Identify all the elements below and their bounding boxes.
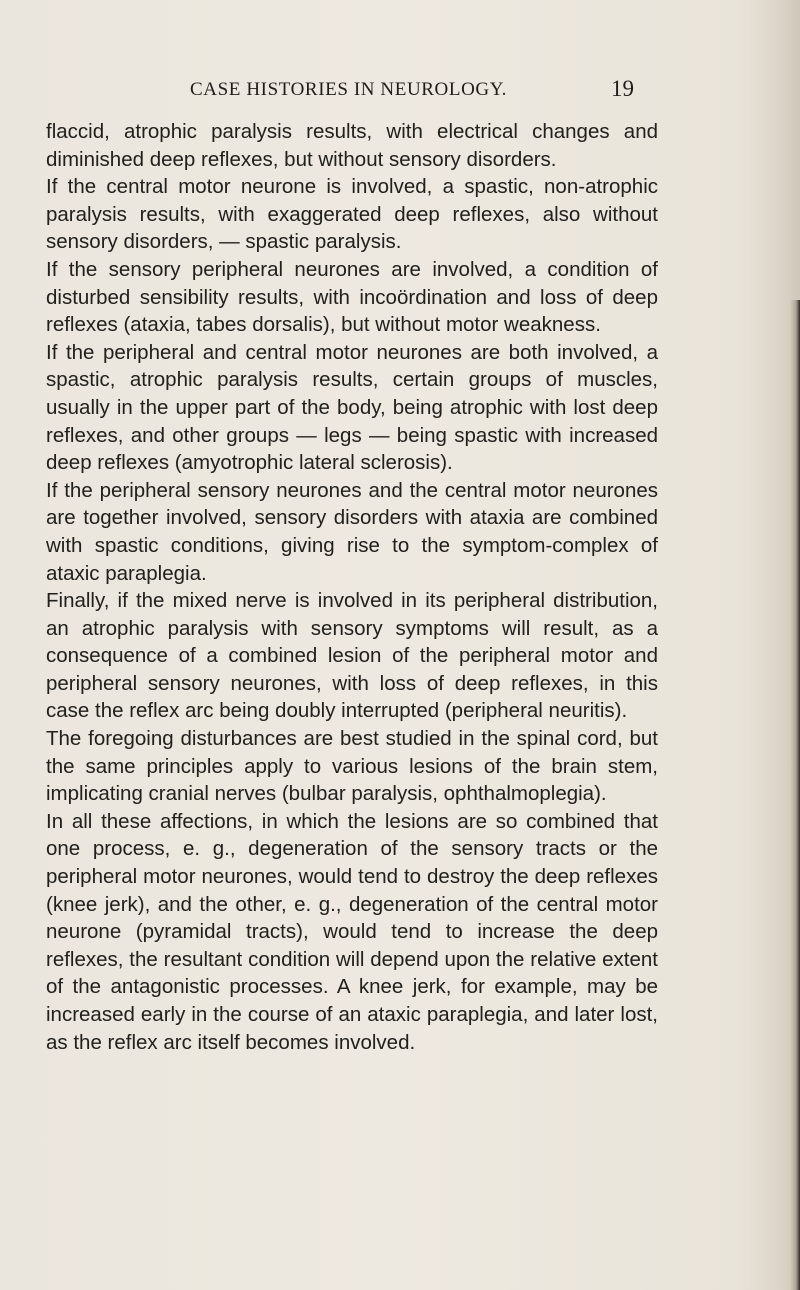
paragraph: The foregoing disturbances are best studied in the spinal cord, but the same principles apply to various lesions of the brain stem, implicating cranial nerves (bulbar paralysis, ophthalmoplegia). [46,727,658,806]
page-number: 19 [611,76,634,101]
page-edge-shadow [790,300,800,1290]
paragraph: If the peripheral and central motor neurones are both involved, a spastic, atrophic paralysis results, certain groups of muscles, usually in the upper part of the body, being atrophic with lost deep reflexes, and other groups — legs — being spastic with increased deep reflexes (amyotrophic lateral sclerosis). [46,340,658,475]
running-head: CASE HISTORIES IN NEUROLOGY. [190,79,507,100]
paragraph: In all these affections, in which the lesions are so combined that one process, e. g., degeneration of the sensory tracts or the peripheral motor neurones, would tend to destroy the deep reflexes (knee jerk), and the other, e. g., degeneration of the central motor neurone (pyramidal tracts), would tend to increase the deep reflexes, the resultant condition will depend upon the relative extent of the antagonistic processes. A knee jerk, for example, may be increased early in the course of an ataxic paraplegia, and later lost, as the reflex arc itself becomes involved. [46,809,658,1054]
paragraph: flaccid, atrophic paralysis results, with electrical changes and diminished deep reflexes, but without sensory disorders. [46,120,658,171]
paragraph: If the central motor neurone is involved, a spastic, non-atrophic paralysis results, with exaggerated deep reflexes, also without sensory disorders, — spastic paralysis. [46,175,658,254]
paragraph: Finally, if the mixed nerve is involved in its peripheral distribution, an atrophic paralysis with sensory symptoms will result, as a consequence of a combined lesion of the peripheral motor and peripheral sensory neurones, with loss of deep reflexes, in this case the reflex arc being doubly interrupted (peripheral neuritis). [46,589,658,723]
paragraph: If the peripheral sensory neurones and the central motor neurones are together involved, sensory disorders with ataxia are combined with spastic conditions, giving rise to the symptom-complex of ataxic paraplegia. [46,478,658,585]
body-text [46,118,658,1056]
paragraph: If the sensory peripheral neurones are involved, a condition of disturbed sensibility results, with incoördination and loss of deep reflexes (ataxia, tabes dorsalis), but without motor weakness. [46,257,658,337]
